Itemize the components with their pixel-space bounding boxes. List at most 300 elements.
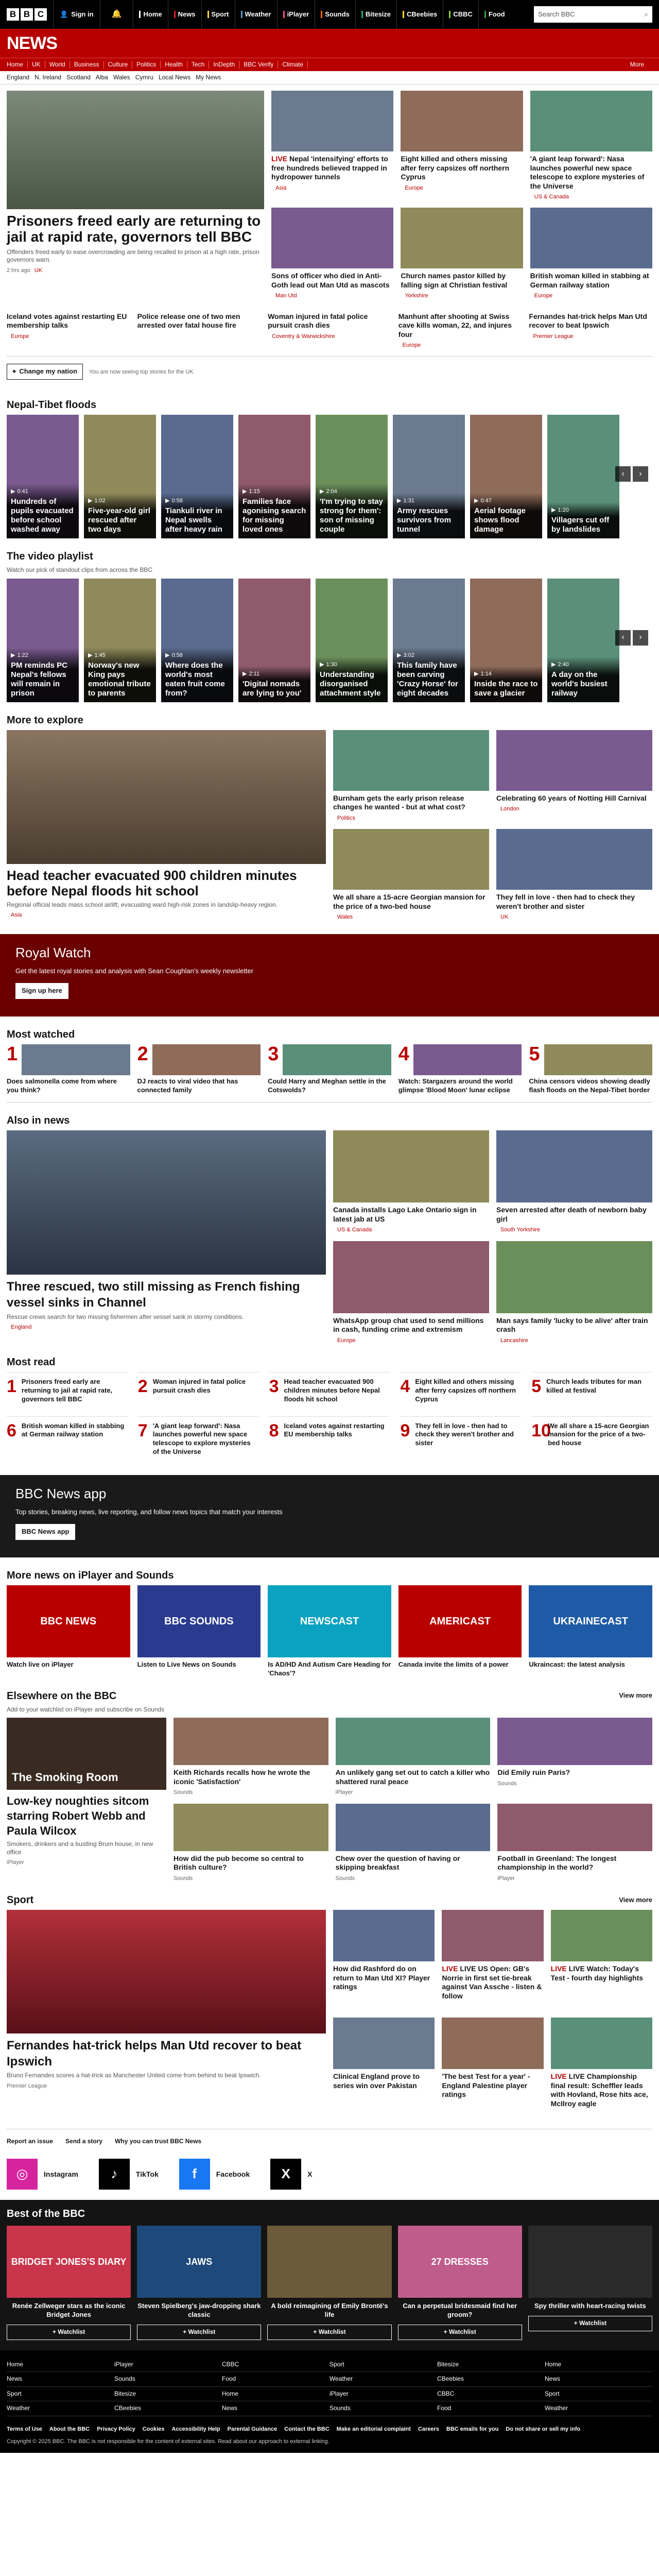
elsewhere-lead-headline[interactable]: Low-key noughties sitcom starring Robert Webb and Paula Wilcox [7, 1794, 149, 1837]
footer-link[interactable]: Sport [7, 2387, 114, 2402]
video-tile[interactable] [7, 579, 79, 702]
sport-lead-headline[interactable]: Fernandes hat-trick helps Man Utd recover to beat Ipswich [7, 2039, 302, 2069]
video-tile[interactable] [161, 579, 233, 702]
footer-link[interactable]: Food [437, 2401, 545, 2416]
story-headline[interactable]: They fell in love - then had to check they weren't brother and sister [415, 1421, 514, 1447]
most-read-item[interactable] [531, 1372, 652, 1409]
footer-link[interactable]: News [545, 2372, 652, 2387]
explore-lead-headline[interactable]: Head teacher evacuated 900 children minutes before Nepal floods hit school [7, 867, 297, 899]
action-link[interactable]: Report an issue [7, 2137, 54, 2145]
story-headline[interactable]: Woman injured in fatal police pursuit crash dies [152, 1377, 246, 1394]
story-card[interactable] [496, 730, 652, 822]
iplayer-title[interactable]: Is AD/HD And Autism Care Heading for 'Chaos'? [268, 1660, 391, 1677]
story-card[interactable]: Fernandes hat-trick helps Man Utd recover to beat Ipswich Premier League [529, 309, 652, 349]
story-headline[interactable]: Head teacher evacuated 900 children minutes before Nepal floods hit school [284, 1377, 380, 1403]
play-icon: ▶ [551, 506, 556, 513]
news-app-button[interactable]: BBC News app [15, 1524, 75, 1540]
best-poster: JAWS [137, 2226, 261, 2298]
footer-link[interactable]: Sounds [330, 2401, 437, 2416]
footer-link[interactable]: Sounds [114, 2372, 222, 2387]
story-image [401, 208, 523, 268]
best-card[interactable] [137, 2226, 261, 2340]
most-read-item[interactable] [400, 1416, 521, 1462]
elsewhere-card[interactable]: Did Emily ruin Paris? Sounds [497, 1718, 652, 1796]
iplayer-card[interactable] [137, 1585, 261, 1678]
footer-legal-link[interactable]: Make an editorial complaint [336, 2426, 411, 2432]
footer-link[interactable]: Bitesize [437, 2358, 545, 2372]
story-headline[interactable]: Manhunt after shooting at Swiss cave kills woman, 22, and injures four [398, 312, 512, 338]
story-meta: US & Canada [534, 194, 569, 200]
best-row [7, 2226, 652, 2340]
rank-number: 7 [137, 1420, 148, 1440]
most-watched-item[interactable] [137, 1044, 261, 1095]
subnav-n-ireland[interactable]: N. Ireland [34, 73, 62, 81]
iplayer-card[interactable] [268, 1585, 391, 1678]
footer-link[interactable]: Bitesize [114, 2387, 222, 2402]
explore-lead-summary: Regional official leads mass school airlift; evacuating ward high-risk zones in landslip-heavy region. [7, 901, 278, 908]
nav-color-bar [449, 11, 450, 18]
story-meta [551, 1985, 652, 1992]
lead-story[interactable] [7, 91, 264, 300]
social-facebook[interactable]: f Facebook [179, 2159, 250, 2190]
subnav-local-news[interactable]: Local News [159, 73, 191, 81]
video-duration: ▶ 1:20 [551, 506, 569, 513]
most-read-item[interactable] [531, 1416, 652, 1462]
video-duration: ▶ 1:15 [242, 488, 260, 495]
best-card[interactable] [528, 2226, 652, 2340]
video-tile[interactable] [547, 579, 619, 702]
news-nav-culture[interactable]: Culture [108, 61, 133, 69]
footer-legal-link[interactable]: BBC emails for you [446, 2426, 499, 2432]
also-news-lead[interactable]: Three rescued, two still missing as French fishing vessel sinks in Channel Rescue crews search for two missing fishermen after vessel sank in stormy conditions. England [7, 1130, 326, 1344]
story-headline[interactable]: Could Harry and Meghan settle in the Cotswolds? [268, 1077, 386, 1094]
global-header [0, 0, 659, 29]
watchlist-button[interactable]: + Watchlist [267, 2325, 391, 2340]
story-headline[interactable]: Burnham gets the early prison release changes he wanted - but at what cost? [333, 793, 465, 811]
story-headline[interactable]: We all share a 15-acre Georgian mansion for the price of a two-bed house [548, 1421, 649, 1447]
footer-link[interactable]: CBeebies [114, 2401, 222, 2416]
global-nav-news[interactable]: News [168, 0, 201, 29]
story-meta: Europe [405, 184, 423, 191]
play-icon: ▶ [397, 497, 402, 504]
story-card[interactable] [271, 91, 393, 200]
footer-legal-link[interactable]: Contact the BBC [284, 2426, 330, 2432]
news-nav-health[interactable]: Health [165, 61, 187, 69]
story-card[interactable] [271, 208, 393, 299]
story-headline[interactable]: 'A giant leap forward': Nasa launches powerful new space telescope to explore mysteries of the Universe [152, 1421, 251, 1456]
video-tile[interactable] [316, 579, 388, 702]
watchlist-button[interactable]: + Watchlist [7, 2325, 131, 2340]
story-image [283, 1044, 391, 1075]
most-read-title: Most read [7, 1356, 56, 1368]
story-card[interactable] [333, 829, 489, 921]
footer-legal-link[interactable]: Do not share or sell my info [506, 2426, 581, 2432]
footer [0, 2350, 659, 2453]
footer-link[interactable]: Home [545, 2358, 652, 2372]
video-duration: ▶ 3:02 [397, 652, 414, 658]
news-nav-home[interactable]: Home [7, 61, 28, 69]
best-card[interactable] [267, 2226, 391, 2340]
nav-color-bar [321, 11, 322, 18]
elsewhere-headline[interactable]: Keith Richards recalls how he wrote the iconic 'Satisfaction' [174, 1768, 310, 1786]
carousel-arrows [615, 630, 648, 646]
best-poster [528, 2226, 652, 2298]
global-nav-food[interactable]: Food [478, 0, 511, 29]
elsewhere-lead-summary: Smokers, drinkers and a bustling Brum house, in new office [7, 1840, 153, 1856]
story-headline[interactable]: WhatsApp group chat used to send millions in cash, funding crime and extremism [333, 1316, 484, 1334]
copyright: Copyright © 2025 BBC. The BBC is not responsible for the content of external sites. Read about our approach to external linking. [7, 2438, 330, 2445]
story-headline[interactable]: LIVE Nepal 'intensifying' efforts to free hundreds believed trapped in hydropower tunnels [271, 155, 388, 181]
story-card[interactable] [530, 208, 652, 299]
play-icon: ▶ [11, 652, 15, 658]
iplayer-title[interactable]: Watch live on iPlayer [7, 1660, 74, 1669]
most-watched-item[interactable] [268, 1044, 391, 1095]
news-nav-world[interactable]: World [49, 61, 70, 69]
story-headline[interactable]: Police release one of two men arrested over fatal house fire [137, 312, 240, 330]
story-card[interactable] [551, 1910, 652, 2010]
rank-number: 4 [400, 1376, 410, 1396]
video-tile[interactable] [84, 579, 156, 702]
iplayer-image: UKRAINECAST [529, 1585, 652, 1657]
video-title: Army rescues survivors from tunnel [397, 506, 452, 534]
most-watched-item[interactable] [7, 1044, 130, 1095]
story-headline[interactable]: British woman killed in stabbing at German railway station [530, 272, 649, 289]
story-image [551, 2018, 652, 2069]
story-meta: London [500, 806, 519, 812]
elsewhere-card[interactable]: How did the pub become so central to British culture? Sounds [174, 1804, 328, 1882]
news-banner [0, 29, 659, 58]
footer-link[interactable]: iPlayer [330, 2387, 437, 2402]
story-headline[interactable]: Canada installs Lago Lake Ontario sign in latest jab at US [333, 1206, 477, 1223]
story-headline[interactable]: Eight killed and others missing after ferry capsizes off northern Cyprus [415, 1377, 516, 1403]
most-read-item[interactable] [138, 1372, 259, 1409]
story-headline[interactable]: Seven arrested after death of newborn baby girl [496, 1206, 647, 1223]
also-news-headline[interactable]: Three rescued, two still missing as French fishing vessel sinks in Channel [7, 1280, 300, 1310]
story-card[interactable] [442, 1910, 543, 2010]
search-box[interactable]: Search BBC ⌕ [534, 6, 652, 23]
story-headline[interactable]: Does salmonella come from where you think? [7, 1077, 117, 1094]
footer-legal-link[interactable]: Careers [418, 2426, 439, 2432]
global-nav-cbbc[interactable]: CBBC [443, 0, 478, 29]
story-headline[interactable]: We all share a 15-acre Georgian mansion for the price of a two-bed house [333, 893, 485, 910]
story-headline[interactable]: Man says family 'lucky to be alive' after train crash [496, 1316, 648, 1334]
story-headline[interactable]: LIVE LIVE Championship final result: Scheffler leads with Hovland, Rose hits ace, McIlroy eagle [550, 2072, 648, 2108]
footer-link[interactable]: CBBC [222, 2358, 330, 2372]
footer-link[interactable]: CBBC [437, 2387, 545, 2402]
story-headline[interactable]: They fell in love - then had to check they weren't brother and sister [496, 893, 635, 910]
video-tile[interactable] [238, 415, 310, 538]
global-nav-sport[interactable]: Sport [201, 0, 235, 29]
watchlist-button[interactable]: + Watchlist [137, 2325, 261, 2340]
story-headline[interactable]: 'A giant leap forward': Nasa launches powerful new space telescope to explore mysteries of the Universe [530, 155, 645, 190]
facebook-icon: f [179, 2159, 210, 2190]
footer-link[interactable]: iPlayer [114, 2358, 222, 2372]
explore-lead[interactable]: Head teacher evacuated 900 children minutes before Nepal floods hit school Regional official leads mass school airlift; evacuating ward high-risk zones in landslip-heavy region. Asia [7, 730, 326, 921]
subnav-cymru[interactable]: Cymru [135, 73, 154, 81]
story-card[interactable] [530, 91, 652, 200]
best-poster: 27 DRESSES [398, 2226, 522, 2298]
news-nav-more[interactable]: More [630, 60, 644, 68]
video-duration: ▶ 1:45 [88, 652, 106, 658]
story-headline[interactable]: How did Rashford do on return to Man Utd XI? Player ratings [333, 1964, 430, 1991]
footer-link[interactable]: News [7, 2372, 114, 2387]
news-title[interactable]: NEWS [7, 33, 57, 53]
global-nav-iplayer[interactable]: iPlayer [277, 0, 315, 29]
plus-icon: + [443, 2328, 449, 2336]
also-news-title: Also in news [7, 1115, 70, 1127]
watchlist-button[interactable]: + Watchlist [398, 2325, 522, 2340]
story-image [530, 91, 652, 151]
story-headline[interactable]: 'The best Test for a year' - England Palestine player ratings [442, 2072, 530, 2099]
story-headline[interactable]: Sons of officer who died in Anti-Goth lead out Man Utd as mascots [271, 272, 390, 289]
elsewhere-headline[interactable]: Chew over the question of having or skipping breakfast [335, 1854, 460, 1872]
rank-number: 8 [269, 1420, 279, 1440]
story-image [271, 208, 393, 268]
video-title: This family have been carving 'Crazy Horse' for eight decades [397, 660, 458, 698]
iplayer-title[interactable]: Listen to Live News on Sounds [137, 1660, 236, 1669]
elsewhere-view-more[interactable]: View more [619, 1691, 652, 1700]
story-headline[interactable]: Celebrating 60 years of Notting Hill Carnival [496, 793, 647, 802]
action-link[interactable]: Send a story [65, 2137, 103, 2145]
video-tile[interactable] [7, 415, 79, 538]
lead-headline[interactable]: Prisoners freed early are returning to jail at rapid rate, governors tell BBC [7, 213, 261, 245]
video-tile[interactable] [161, 415, 233, 538]
footer-link[interactable]: CBeebies [437, 2372, 545, 2387]
story-card[interactable] [333, 1130, 489, 1233]
social-x[interactable]: X X [270, 2159, 312, 2190]
news-nav-tech[interactable]: Tech [192, 61, 209, 69]
story-headline[interactable]: Woman injured in fatal police pursuit crash dies [268, 312, 368, 330]
elsewhere-headline[interactable]: Football in Greenland: The longest championship in the world? [497, 1854, 617, 1872]
elsewhere-headline[interactable]: Did Emily ruin Paris? [497, 1768, 570, 1777]
change-nation-button[interactable]: ⌖ Change my nation [7, 364, 83, 380]
story-headline[interactable]: Watch: Stargazers around the world glimpse 'Blood Moon' lunar eclipse [398, 1077, 513, 1094]
story-headline[interactable]: China censors videos showing deadly flash floods on the Nepal-Tibet border [529, 1077, 650, 1094]
elsewhere-card[interactable]: Football in Greenland: The longest championship in the world? iPlayer [497, 1804, 652, 1882]
plus-icon: + [574, 2319, 580, 2327]
video-tile[interactable] [393, 415, 465, 538]
video-duration: ▶ 2:11 [242, 670, 260, 677]
iplayer-card[interactable] [529, 1585, 652, 1678]
footer-legal-link[interactable]: Accessibility Help [171, 2426, 220, 2432]
story-card[interactable]: Manhunt after shooting at Swiss cave kills woman, 22, and injures four Europe [398, 309, 522, 349]
footer-column [545, 2358, 652, 2416]
social-tiktok[interactable]: ♪ TikTok [99, 2159, 159, 2190]
royal-signup-button[interactable]: Sign up here [15, 983, 68, 999]
video-tile[interactable] [84, 415, 156, 538]
video-title: Aerial footage shows flood damage [474, 506, 526, 534]
news-nav-business[interactable]: Business [74, 61, 104, 69]
most-watched-item[interactable] [398, 1044, 522, 1095]
video-duration: ▶ 0:58 [165, 652, 183, 658]
iplayer-title[interactable]: Ukraincast: the latest analysis [529, 1660, 625, 1669]
story-headline[interactable]: Clinical England prove to series win over Pakistan [333, 2072, 420, 2090]
story-card[interactable] [333, 1241, 489, 1344]
story-card[interactable] [496, 1241, 652, 1344]
footer-legal-link[interactable]: Privacy Policy [97, 2426, 135, 2432]
video-tile[interactable] [393, 579, 465, 702]
footer-link[interactable]: News [222, 2401, 330, 2416]
global-nav-sounds[interactable]: Sounds [315, 0, 355, 29]
story-meta [442, 2003, 543, 2010]
video-title: PM reminds PC Nepal's fellows will remain in prison [11, 660, 68, 698]
story-card[interactable] [401, 91, 523, 200]
video-section-title: The video playlist [7, 551, 93, 563]
footer-link[interactable]: Weather [330, 2372, 437, 2387]
iplayer-image: AMERICAST [398, 1585, 522, 1657]
story-card[interactable] [551, 2018, 652, 2118]
story-meta: Europe [337, 1337, 356, 1344]
video-tile[interactable] [547, 415, 619, 538]
news-nav-climate[interactable]: Climate [282, 61, 308, 69]
best-title-text: Renée Zellweger stars as the iconic Bridget Jones [12, 2302, 126, 2319]
iplayer-card[interactable] [398, 1585, 522, 1678]
video-title: Tiankuli river in Nepal swells after heavy rain [165, 506, 222, 534]
story-card[interactable] [442, 2018, 543, 2118]
nation-note: You are now seeing top stories for the UK [89, 368, 194, 375]
most-read-item[interactable] [138, 1416, 259, 1462]
elsewhere-lead[interactable]: The Smoking Room Low-key noughties sitcom starring Robert Webb and Paula Wilcox Smokers, drinkers and a bustling Brum house, in new office iPlayer [7, 1718, 166, 1882]
global-nav-weather[interactable]: Weather [235, 0, 277, 29]
subnav-scotland[interactable]: Scotland [66, 73, 91, 81]
story-headline[interactable]: Church leads tributes for man killed at festival [546, 1377, 642, 1394]
watchlist-button[interactable]: + Watchlist [528, 2316, 652, 2331]
sport-view-more[interactable]: View more [619, 1895, 652, 1904]
social-instagram[interactable]: ◎ Instagram [7, 2159, 78, 2190]
elsewhere-card[interactable]: An unlikely gang set out to catch a killer who shattered rural peace iPlayer [336, 1718, 491, 1796]
news-nav-politics[interactable]: Politics [136, 61, 161, 69]
most-read-item[interactable] [269, 1416, 390, 1462]
story-card[interactable] [401, 208, 523, 299]
story-card[interactable] [333, 730, 489, 822]
also-news-lead-image [7, 1130, 326, 1275]
footer-link[interactable]: Sport [545, 2387, 652, 2402]
chevron-right-icon[interactable]: › [633, 466, 648, 482]
video-tile[interactable] [470, 579, 542, 702]
story-meta [333, 2093, 435, 2100]
elsewhere-card[interactable]: Chew over the question of having or skipping breakfast Sounds [336, 1804, 491, 1882]
elsewhere-headline[interactable]: An unlikely gang set out to catch a killer who shattered rural peace [335, 1768, 490, 1786]
story-meta [333, 1994, 435, 2002]
video-duration: ▶ 1:14 [474, 670, 492, 677]
news-nav-uk[interactable]: UK [32, 61, 45, 69]
news-nav [0, 58, 659, 71]
story-meta: Yorkshire [405, 293, 428, 299]
subnav-alba[interactable]: Alba [95, 73, 108, 81]
story-headline[interactable]: Prisoners freed early are returning to jail at rapid rate, governors tell BBC [21, 1377, 113, 1403]
story-headline[interactable]: Eight killed and others missing after ferry capsizes off northern Cyprus [401, 155, 510, 181]
subnav-england[interactable]: England [7, 73, 30, 81]
footer-link[interactable]: Weather [7, 2401, 114, 2416]
sport-lead-image [7, 1910, 326, 2033]
bbc-logo[interactable]: B B C [7, 8, 47, 21]
news-nav-indepth[interactable]: InDepth [213, 61, 239, 69]
nepal-strip [7, 415, 652, 538]
elsewhere-card[interactable]: Keith Richards recalls how he wrote the iconic 'Satisfaction' Sounds [174, 1718, 328, 1796]
elsewhere-headline[interactable]: How did the pub become so central to British culture? [174, 1854, 304, 1872]
chevron-left-icon[interactable]: ‹ [615, 466, 631, 482]
play-icon: ▶ [320, 488, 324, 495]
global-nav-home[interactable]: Home [133, 0, 167, 29]
best-card[interactable] [7, 2226, 131, 2340]
global-nav-bitesize[interactable]: Bitesize [355, 0, 396, 29]
story-image [333, 1130, 489, 1202]
footer-legal-link[interactable]: Terms of Use [7, 2426, 42, 2432]
footer-legal-link[interactable]: Cookies [142, 2426, 165, 2432]
subnav-wales[interactable]: Wales [113, 73, 130, 81]
story-headline[interactable]: British woman killed in stabbing at German railway station [21, 1421, 125, 1438]
best-card[interactable] [398, 2226, 522, 2340]
sign-in-button[interactable]: 👤 Sign in [53, 0, 100, 29]
video-title: Norway's new King pays emotional tribute to parents [88, 660, 151, 698]
chevron-right-icon[interactable]: › [633, 630, 648, 646]
most-read-item[interactable] [400, 1372, 521, 1409]
story-card[interactable] [333, 1910, 435, 2010]
story-headline[interactable]: Fernandes hat-trick helps Man Utd recover to beat Ipswich [529, 312, 647, 330]
story-headline[interactable]: Church names pastor killed by falling sign at Christian festival [401, 272, 508, 289]
subnav-my-news[interactable]: My News [196, 73, 221, 81]
story-headline[interactable]: LIVE LIVE Watch: Today's Test - fourth day highlights [550, 1964, 644, 1982]
explore-lead-image [7, 730, 326, 864]
video-tile[interactable] [238, 579, 310, 702]
footer-legal-link[interactable]: About the BBC [49, 2426, 90, 2432]
video-tile[interactable] [316, 415, 388, 538]
news-nav-bbc-verify[interactable]: BBC Verify [244, 61, 278, 69]
footer-column [437, 2358, 545, 2416]
story-card[interactable]: Iceland votes against restarting EU membership talks Europe [7, 309, 130, 349]
iplayer-title[interactable]: Canada invite the limits of a power [398, 1660, 509, 1669]
most-read-item[interactable] [269, 1372, 390, 1409]
chevron-left-icon[interactable]: ‹ [615, 630, 631, 646]
story-image [496, 730, 652, 791]
story-headline[interactable]: LIVE LIVE US Open: GB's Norrie in first set tie-break against Van Assche - listen & follow [442, 1964, 542, 2000]
story-card[interactable] [333, 2018, 435, 2118]
story-image [333, 730, 489, 791]
sport-lead[interactable]: Fernandes hat-trick helps Man Utd recover to beat Ipswich Bruno Fernandes scores a hat-trick as Manchester United come from behind to beat Ipswich. Premier League [7, 1910, 326, 2119]
footer-link[interactable]: Food [222, 2372, 330, 2387]
notifications-icon[interactable]: 🔔 [111, 9, 122, 19]
rank-number: 10 [531, 1420, 551, 1440]
story-meta: South Yorkshire [500, 1227, 541, 1233]
iplayer-card[interactable] [7, 1585, 130, 1678]
action-link[interactable]: Why you can trust BBC News [115, 2137, 202, 2145]
story-headline[interactable]: DJ reacts to viral video that has connected family [137, 1077, 238, 1094]
story-card[interactable]: Woman injured in fatal police pursuit crash dies Coventry & Warwickshire [268, 309, 391, 349]
story-card[interactable] [496, 1130, 652, 1233]
elsewhere-image [336, 1718, 491, 1765]
footer-link[interactable]: Home [7, 2358, 114, 2372]
most-read-item[interactable] [7, 1372, 128, 1409]
footer-link[interactable]: Home [222, 2387, 330, 2402]
footer-link[interactable]: Weather [545, 2401, 652, 2416]
story-headline[interactable]: Iceland votes against restarting EU membership talks [7, 312, 127, 330]
story-card[interactable] [496, 829, 652, 921]
video-tile[interactable] [470, 415, 542, 538]
royal-title: Royal Watch [15, 945, 91, 961]
story-meta [442, 2102, 543, 2109]
story-card[interactable] [137, 309, 261, 349]
most-read-item[interactable] [7, 1416, 128, 1462]
most-watched-item[interactable] [529, 1044, 652, 1095]
footer-link[interactable]: Sport [330, 2358, 437, 2372]
global-nav-cbeebies[interactable]: CBeebies [396, 0, 443, 29]
video-title: A day on the world's busiest railway [551, 670, 608, 698]
video-title: Five-year-old girl rescued after two days [88, 506, 150, 534]
rank-number: 6 [7, 1420, 16, 1440]
footer-legal-link[interactable]: Parental Guidance [227, 2426, 278, 2432]
story-headline[interactable]: Iceland votes against restarting EU membership talks [284, 1421, 385, 1438]
story-image [401, 91, 523, 151]
